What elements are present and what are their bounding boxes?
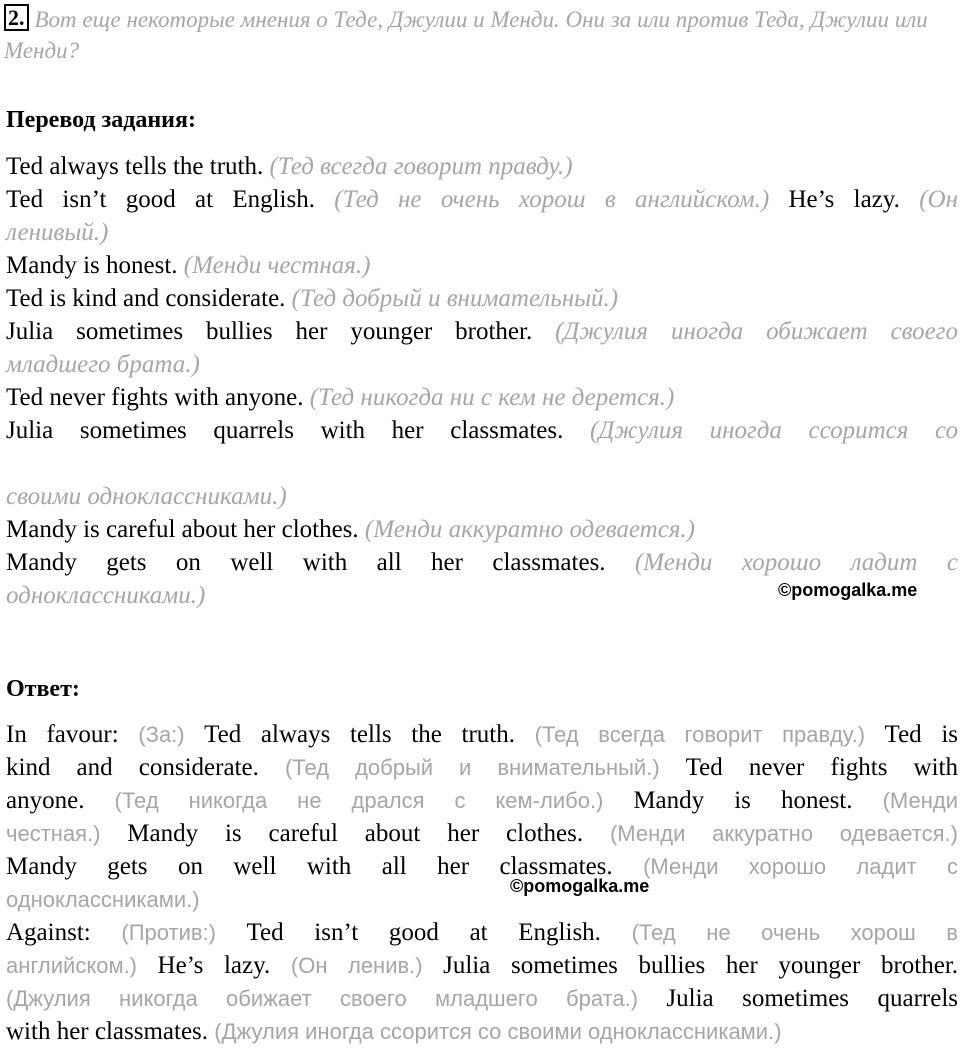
answer-block bbox=[6, 718, 958, 1048]
english-sentence: Julia sometimes bullies her younger brother. bbox=[443, 952, 959, 979]
english-sentence: with her classmates. bbox=[6, 1018, 215, 1045]
russian-translation: честная.) bbox=[6, 821, 128, 846]
text-line bbox=[6, 949, 958, 982]
russian-translation: (За:) bbox=[138, 722, 205, 747]
text-line bbox=[6, 480, 958, 513]
text-line bbox=[6, 718, 958, 751]
task-statement bbox=[4, 4, 956, 66]
english-sentence: Ted always tells the truth. bbox=[6, 153, 270, 180]
english-sentence: He’s lazy. bbox=[157, 952, 291, 979]
text-line bbox=[6, 414, 958, 447]
text-line bbox=[6, 850, 958, 883]
english-sentence: Julia sometimes quarrels with her classmates. bbox=[6, 417, 591, 444]
english-sentence: Ted always tells the truth. bbox=[204, 721, 535, 748]
russian-translation: (Джулия иногда ссорится со bbox=[590, 417, 958, 444]
russian-translation: (Джулия иногда ссорится со своими одноклассниками.) bbox=[214, 1019, 782, 1044]
text-line bbox=[6, 249, 958, 282]
text-line bbox=[6, 784, 958, 817]
text-line bbox=[6, 513, 958, 546]
task-text: Вот еще некоторые мнения о Теде, Джулии и Менди. Они за или против Теда, Джулии или Менди? bbox=[4, 7, 928, 63]
english-sentence: anyone. bbox=[6, 787, 115, 814]
russian-translation: (Тед никогда ни с кем не дерется.) bbox=[309, 384, 675, 411]
english-sentence: Mandy is careful about her clothes. bbox=[6, 516, 365, 543]
english-sentence: Ted never fights with anyone. bbox=[6, 384, 310, 411]
english-sentence: Ted never fights with bbox=[685, 754, 958, 781]
english-sentence: Julia sometimes bullies her younger brother. bbox=[6, 318, 556, 345]
text-line bbox=[6, 1015, 958, 1048]
russian-translation: (Тед не очень хорош в bbox=[631, 920, 958, 945]
russian-translation: (Он ленив.) bbox=[290, 953, 444, 978]
english-sentence: Ted isn’t good at English. bbox=[246, 919, 632, 946]
text-line bbox=[6, 546, 958, 579]
answer-heading: Ответ: bbox=[6, 676, 80, 702]
russian-translation: (Менди аккуратно одевается.) bbox=[364, 516, 695, 543]
text-line bbox=[6, 183, 958, 216]
russian-translation: (Менди хорошо ладит с bbox=[634, 549, 958, 576]
russian-translation: (Джулия иногда обижает своего bbox=[555, 318, 958, 345]
russian-translation: английском.) bbox=[6, 953, 158, 978]
text-line bbox=[6, 315, 958, 348]
text-line bbox=[6, 883, 958, 916]
russian-translation: (Менди честная.) bbox=[183, 252, 371, 279]
russian-translation: одноклассниками.) bbox=[6, 887, 200, 912]
russian-translation: (Менди хорошо ладит с bbox=[643, 854, 958, 879]
russian-translation: (Менди аккуратно одевается.) bbox=[609, 821, 958, 846]
translation-heading: Перевод задания: bbox=[6, 107, 196, 133]
english-sentence: In favour: bbox=[6, 721, 139, 748]
russian-translation: младшего брата.) bbox=[6, 351, 200, 378]
text-line bbox=[6, 282, 958, 315]
russian-translation: (Джулия никогда обижает своего младшего брата.) bbox=[6, 986, 667, 1011]
english-sentence: Mandy gets on well with all her classmates. bbox=[6, 549, 635, 576]
russian-translation: (Тед не очень хорош в английском.) bbox=[334, 186, 789, 213]
text-line bbox=[6, 751, 958, 784]
russian-translation: (Он bbox=[919, 186, 958, 213]
text-line bbox=[6, 216, 958, 249]
english-sentence: Ted is kind and considerate. bbox=[6, 285, 292, 312]
task-number: 2. bbox=[4, 4, 29, 31]
text-line bbox=[6, 982, 958, 1015]
russian-translation: (Тед всегда говорит правду.) bbox=[534, 722, 885, 747]
russian-translation: одноклассниками.) bbox=[6, 582, 206, 609]
text-line bbox=[6, 817, 958, 850]
english-sentence: Ted is bbox=[884, 721, 958, 748]
english-sentence: He’s lazy. bbox=[788, 186, 920, 213]
russian-translation: (Тед всегда говорит правду.) bbox=[269, 153, 573, 180]
russian-translation: ленивый.) bbox=[6, 219, 109, 246]
russian-translation: (Против:) bbox=[121, 920, 247, 945]
english-sentence: kind and considerate. bbox=[6, 754, 285, 781]
russian-translation: (Тед добрый и внимательный.) bbox=[291, 285, 619, 312]
english-sentence: Against: bbox=[6, 919, 122, 946]
english-sentence: Mandy gets on well with all her classmates. bbox=[6, 853, 644, 880]
english-sentence: Mandy is honest. bbox=[6, 252, 184, 279]
russian-translation: своими одноклассниками.) bbox=[6, 483, 287, 510]
text-line bbox=[6, 348, 958, 381]
watermark: ©pomogalka.me bbox=[778, 580, 918, 600]
english-sentence: Mandy is honest. bbox=[633, 787, 883, 814]
text-line bbox=[6, 916, 958, 949]
russian-translation: (Менди bbox=[882, 788, 958, 813]
text-line bbox=[6, 447, 958, 480]
english-sentence: Mandy is careful about her clothes. bbox=[127, 820, 610, 847]
text-line bbox=[6, 150, 958, 183]
text-line bbox=[6, 381, 958, 414]
watermark-answer: ©pomogalka.me bbox=[510, 876, 650, 896]
russian-translation: (Тед добрый и внимательный.) bbox=[284, 755, 686, 780]
english-sentence: Ted isn’t good at English. bbox=[6, 186, 335, 213]
translation-block bbox=[6, 150, 958, 612]
english-sentence: Julia sometimes quarrels bbox=[666, 985, 958, 1012]
russian-translation: (Тед никогда не дрался с кем-либо.) bbox=[114, 788, 634, 813]
